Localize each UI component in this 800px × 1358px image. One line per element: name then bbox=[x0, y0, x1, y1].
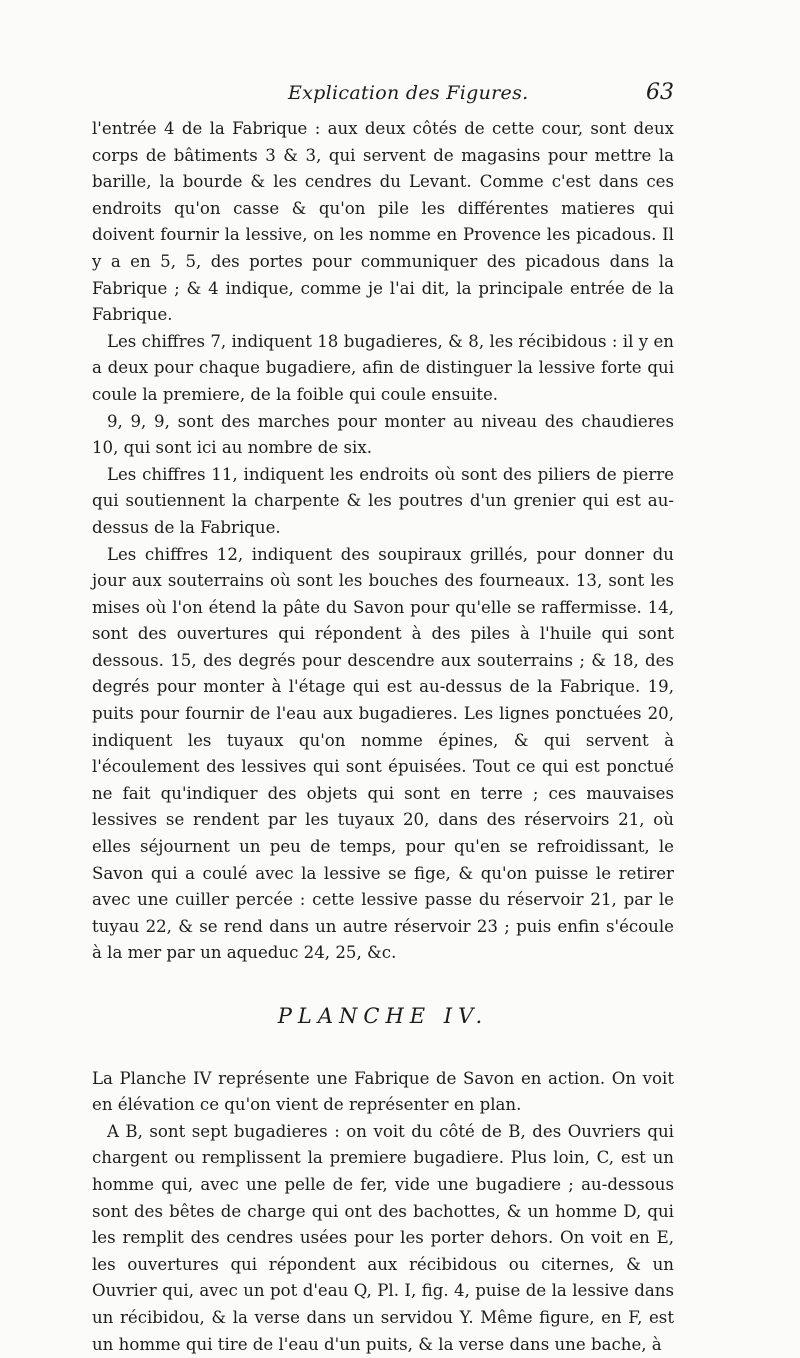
running-head: Explication des Figures. bbox=[288, 82, 529, 104]
paragraph-2: Les chiffres 7, indiquent 18 bugadieres, & 8, les récibidous : il y en a deux pour chaque bugadiere, afin de distinguer la lessive forte qui coule la premiere, de la foible qui coule ensuite. bbox=[92, 331, 674, 404]
paragraph-3: 9, 9, 9, sont des marches pour monter au niveau des chaudieres 10, qui sont ici au nombre de six. bbox=[92, 411, 674, 458]
plate-paragraph-1: La Planche IV représente une Fabrique de Savon en action. On voit en élévation ce qu'on vient de représenter en plan. bbox=[92, 1068, 674, 1115]
page-number: 63 bbox=[646, 80, 674, 105]
paragraph-1: l'entrée 4 de la Fabrique : aux deux côtés de cette cour, sont deux corps de bâtiments 3 & 3, qui servent de magasins pour mettre la barille, la bourde & les cendres du Levant. Comme c'est dans ces endroits qu'on casse & qu'on pile les différentes matieres qui doivent fournir la lessive, on les nomme en Provence les picadous. Il y a en 5, 5, des portes pour communiquer des picadous dans la Fabrique ; & 4 indique, comme je l'ai dit, la principale entrée de la Fabrique. bbox=[92, 119, 674, 325]
body-text bbox=[92, 116, 674, 1358]
paragraph-4: Les chiffres 11, indiquent les endroits où sont des piliers de pierre qui soutiennent la charpente & les poutres d'un grenier qui est au-dessus de la Fabrique. bbox=[92, 464, 674, 537]
paragraph-5: Les chiffres 12, indiquent des soupiraux grillés, pour donner du jour aux souterrains où sont les bouches des fourneaux. 13, sont les mises où l'on étend la pâte du Savon pour qu'elle se raffermisse. 14, sont des ouvertures qui répondent à des piles à l'huile qui sont dessous. 15, des degrés pour descendre aux souterrains ; & 18, des degrés pour monter à l'étage qui est au-dessus de la Fabrique. 19, puits pour fournir de l'eau aux bugadieres. Les lignes ponctuées 20, indiquent les tuyaux qu'on nomme épines, & qui servent à l'écoulement des lessives qui sont épuisées. Tout ce qui est ponctué ne fait qu'indiquer des objets qui sont en terre ; ces mauvaises lessives se rendent par les tuyaux 20, dans des réservoirs 21, où elles séjournent un peu de temps, pour qu'en se refroidissant, le Savon qui a coulé avec la lessive se fige, & qu'on puisse le retirer avec une cuiller percée : cette lessive passe du réservoir 21, par le tuyau 22, & se rend dans un autre réservoir 23 ; puis enfin s'écoule à la mer par un aqueduc 24, 25, &c. bbox=[92, 544, 674, 963]
plate-paragraph-2: A B, sont sept bugadieres : on voit du côté de B, des Ouvriers qui chargent ou remplissent la premiere bugadiere. Plus loin, C, est un homme qui, avec une pelle de fer, vide une bugadiere ; au-dessous sont des bêtes de charge qui ont des bachottes, & un homme D, qui les remplit des cendres usées pour les porter dehors. On voit en E, les ouvertures qui répondent aux récibidous ou citernes, & un Ouvrier qui, avec un pot d'eau Q, Pl. I, fig. 4, puise de la lessive dans un récibidou, & la verse dans un servidou Y. Même figure, en F, est un homme qui tire de l'eau d'un puits, & la verse dans une bache, à bbox=[92, 1121, 674, 1354]
plate-heading: PLANCHE IV. bbox=[277, 1004, 489, 1028]
page-header bbox=[92, 78, 674, 114]
